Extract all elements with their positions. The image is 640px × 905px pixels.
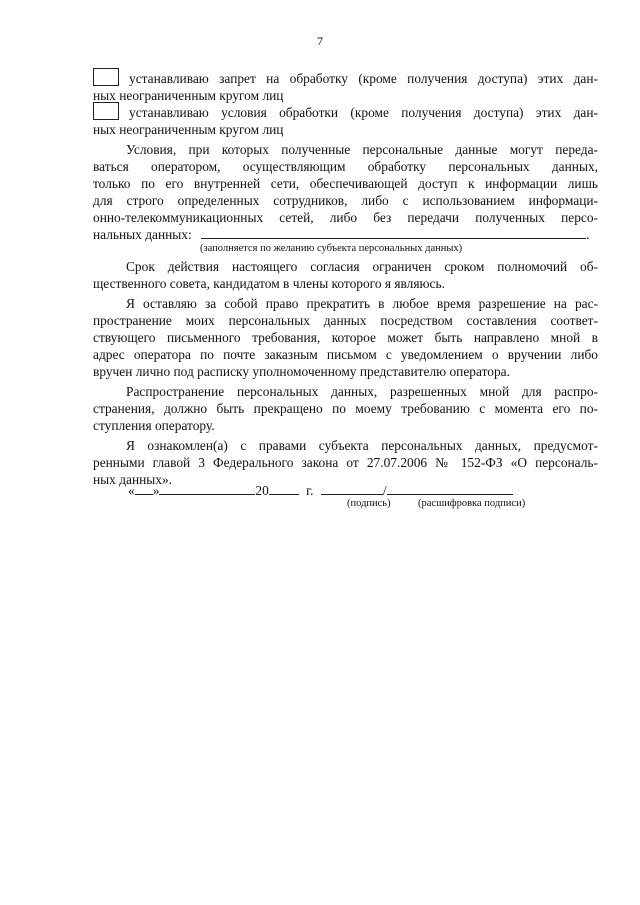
- conditions-fill-line: [93, 226, 598, 243]
- revoke-line-1: Я оставляю за собой право прекратить в любое время разрешение на рас-: [126, 296, 598, 311]
- conditions-hint: (заполняется по желанию субъекта персональных данных): [200, 243, 463, 254]
- conditions-line-2: ваться оператором, осуществляющим обработку персональных данных,: [93, 159, 598, 174]
- month-blank[interactable]: [159, 482, 255, 495]
- option-prohibit-text-line1: устанавливаю запрет на обработку (кроме получения доступа) этих дан-: [129, 71, 598, 86]
- page-number: 7: [317, 34, 323, 48]
- signature-caption: (подпись): [347, 498, 391, 509]
- acknowledgment-line-2: ренными главой 3 Федерального закона от 27.07.2006 № 152-ФЗ «О персональ-: [93, 455, 598, 470]
- year-suffix: г.: [306, 483, 314, 498]
- conditions-fill-blank[interactable]: [201, 226, 586, 239]
- year-prefix: 20: [255, 483, 269, 498]
- option-checkbox-prohibit[interactable]: [93, 68, 119, 86]
- date-quote-open: «: [128, 483, 135, 498]
- option-checkbox-conditions[interactable]: [93, 102, 119, 120]
- signature-blank[interactable]: [321, 482, 383, 495]
- revoke-line-5: вручен лично под расписку уполномоченному представителю оператора.: [93, 364, 510, 379]
- day-blank[interactable]: [135, 482, 153, 495]
- acknowledgment-line-1: Я ознакомлен(а) с правами субъекта персональных данных, предусмот-: [126, 438, 598, 453]
- decoding-caption: (расшифровка подписи): [418, 498, 526, 509]
- validity-line-1: Срок действия настоящего согласия ограничен сроком полномочий об-: [126, 259, 598, 274]
- conditions-line-5: онно-телекоммуникационных сетей, либо без передачи полученных персо-: [93, 210, 598, 225]
- option-prohibit-text-line2: ных неограниченным кругом лиц: [93, 88, 284, 103]
- signature-slash: /: [382, 483, 387, 498]
- conditions-last-label: нальных данных:: [93, 227, 192, 242]
- conditions-line-4: для строго определенных сотрудников, либо с использованием информаци-: [93, 193, 598, 208]
- revoke-line-2: пространение моих персональных данных посредством составления соответ-: [93, 313, 598, 328]
- conditions-line-1: Условия, при которых полученные персональные данные могут переда-: [126, 142, 598, 157]
- revoke-line-4: адрес оператора по почте заказным письмом с уведомлением о вручении либо: [93, 347, 598, 362]
- year-blank[interactable]: [269, 482, 299, 495]
- conditions-line-3: только по его внутренней сети, обеспечивающей доступ к информации лишь: [93, 176, 598, 191]
- option-conditions-text-line1: устанавливаю условия обработки (кроме получения доступа) этих дан-: [129, 105, 598, 120]
- decoding-blank[interactable]: [387, 482, 513, 495]
- conditions-end-period: .: [586, 227, 590, 242]
- termination-line-1: Распространение персональных данных, разрешенных мной для распро-: [126, 384, 598, 399]
- option-conditions-text-line2: ных неограниченным кругом лиц: [93, 122, 284, 137]
- date-quote-close: »: [152, 483, 160, 498]
- acknowledgment-line-3: ных данных».: [93, 472, 173, 487]
- termination-line-3: ступления оператору.: [93, 418, 215, 433]
- termination-line-2: странения, должно быть прекращено по моему требованию с момента его по-: [93, 401, 598, 416]
- revoke-line-3: ствующего письменного требования, которое может быть направлено мной в: [93, 330, 598, 345]
- validity-line-2: щественного совета, кандидатом в члены которого я являюсь.: [93, 276, 445, 291]
